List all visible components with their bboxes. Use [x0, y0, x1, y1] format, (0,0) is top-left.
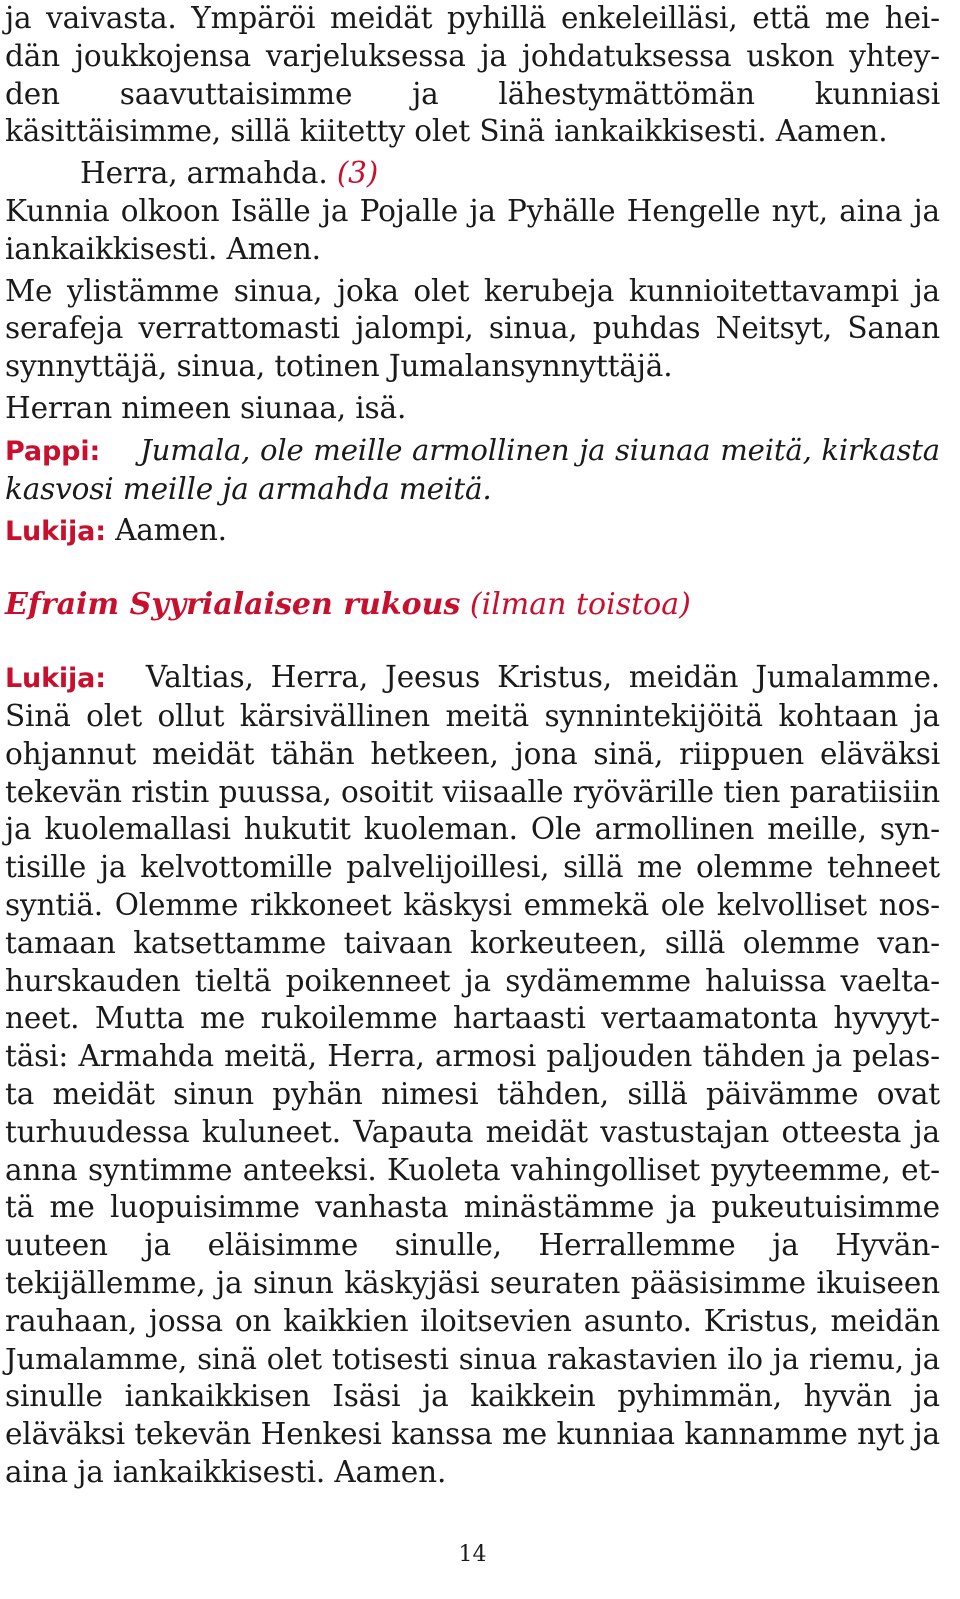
text-line: syntiä. Olemme rikkoneet käskysi emmekä ole kelvolliset nos- [5, 887, 940, 922]
text-line: ja vaivasta. Ympäröi meidät pyhillä enkeleilläsi, että me hei- [5, 1, 940, 35]
text-line [5, 659, 940, 698]
text-line: synnyttäjä, sinua, totinen Jumalansynnyttäjä. [5, 349, 673, 384]
text-line: tekijällemme, ja sinun käskyjäsi seuraten pääsisimme ikuiseen [5, 1265, 940, 1300]
text-line: hurskauden tieltä poikenneet ja sydämemme haluissa vaelta- [5, 963, 940, 998]
text-line: täsi: Armahda meitä, Herra, armosi paljouden tähden ja pelas- [5, 1039, 940, 1074]
page-number: 14 [458, 1542, 487, 1567]
text-line: eläväksi tekevän Henkesi kanssa me kunniaa kannamme nyt ja [5, 1417, 940, 1452]
text-line: Kunnia olkoon Isälle ja Pojalle ja Pyhälle Hengelle nyt, aina ja [5, 193, 940, 228]
text-line: uuteen ja eläisimme sinulle, Herrallemme ja Hyvän- [5, 1228, 940, 1263]
text-line: dän joukkojensa varjeluksessa ja johdatuksessa uskon yhtey- [5, 38, 940, 73]
herra-armahda-text: Herra, armahda. [80, 156, 328, 191]
text-line [5, 432, 940, 471]
text-line: kasvosi meille ja armahda meitä. [5, 471, 492, 506]
section-title: Efraim Syyrialaisen rukous [5, 587, 461, 623]
ephraim-prayer [5, 659, 940, 1492]
text-line: serafeja verrattomasti jalompi, sinua, puhdas Neitsyt, Sanan [5, 311, 940, 346]
page-body [5, 0, 940, 1492]
section-heading [5, 585, 940, 625]
speaker-label: Lukija: [5, 663, 106, 695]
blessing-request: Herran nimeen siunaa, isä. [5, 390, 407, 425]
priest-line-1: Jumala, ole meille armollinen ja siunaa meitä, kirkasta [140, 432, 940, 467]
prayer-first-line: Valtias, Herra, Jeesus Kristus, meidän Jumalamme. [145, 660, 940, 695]
text-line: iankaikkisesti. Amen. [5, 231, 321, 266]
text-line: turhuudessa kuluneet. Vapauta meidät vastustajan otteesta ja [5, 1114, 940, 1149]
text-line: ohjannut meidät tähän hetkeen, jona sinä, riippuen eläväksi [5, 736, 940, 771]
section-subtitle: (ilman toistoa) [469, 587, 691, 623]
text-line: ja kuolemallasi hukutit kuoleman. Ole armollinen meille, syn- [5, 812, 940, 847]
text-line: ta meidät sinun pyhän nimesi tähden, sillä päivämme ovat [5, 1076, 940, 1111]
text-line: den saavuttaisimme ja lähestymättömän kunniasi [5, 76, 940, 111]
text-line: tamaan katsettamme taivaan korkeuteen, sillä olemme van- [5, 925, 940, 960]
text-line: sinulle iankaikkisen Isäsi ja kaikkein pyhimmän, hyvän ja [5, 1379, 940, 1414]
text-line: Me ylistämme sinua, joka olet kerubeja kunnioitettavampi ja [5, 273, 940, 308]
text-line: tä me luopuisimme vanhasta minästämme ja pukeutuisimme [5, 1190, 940, 1225]
herra-armahda [5, 155, 940, 193]
text-line: käsittäisimme, sillä kiitetty olet Sinä iankaikkisesti. Aamen. [5, 114, 888, 149]
top-prayer [5, 0, 940, 151]
reader-amen-text: Aamen. [115, 513, 227, 548]
text-line: Jumalamme, sinä olet totisesti sinua rakastavien ilo ja riemu, ja [5, 1341, 940, 1376]
text-line: tekevän ristin puussa, osoitit viisaalle ryövärille tien paratiisiin [5, 774, 940, 809]
text-line: Sinä olet ollut kärsivällinen meitä synnintekijöitä kohtaan ja [5, 698, 940, 733]
priest-exclamation [5, 432, 940, 509]
speaker-label: Pappi: [5, 435, 101, 467]
text-line: tisille ja kelvottomille palvelijoillesi, sillä me olemme tehneet [5, 850, 940, 885]
repeat-count: (3) [336, 156, 379, 191]
doxology [5, 193, 940, 269]
speaker-label: Lukija: [5, 516, 106, 548]
text-line: neet. Mutta me rukoilemme hartaasti vertaamatonta hyvyyt- [5, 1001, 940, 1036]
text-line: anna syntimme anteeksi. Kuoleta vahingolliset pyyteemme, et- [5, 1152, 940, 1187]
reader-amen [5, 512, 940, 551]
theotokion [5, 273, 940, 386]
text-line: rauhaan, jossa on kaikkien iloitsevien asunto. Kristus, meidän [5, 1303, 940, 1338]
text-line: aina ja iankaikkisesti. Aamen. [5, 1454, 447, 1489]
